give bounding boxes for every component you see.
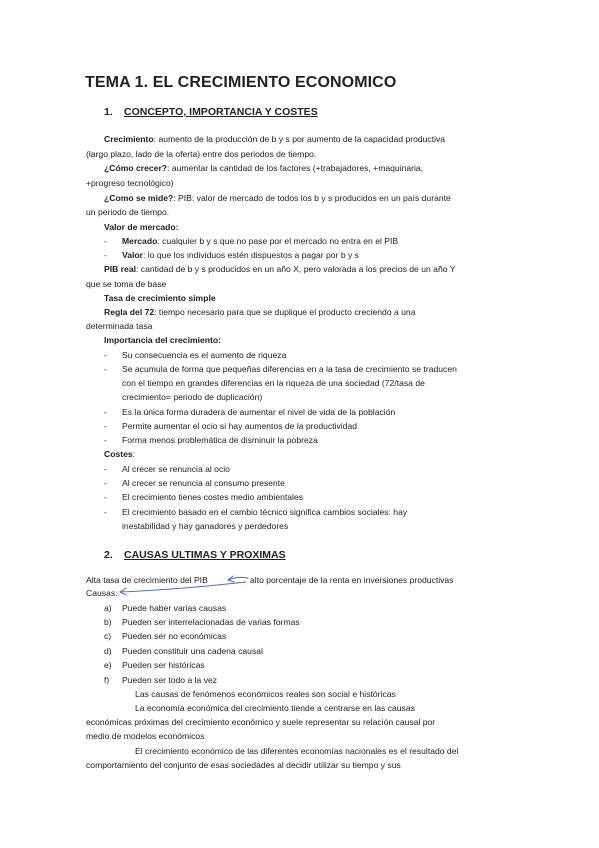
text-line: (largo plazo, lado de la oferta) entre dos periodos de tiempo. [86, 149, 317, 159]
valor-mercado-heading: Valor de mercado: [104, 222, 179, 232]
term: Crecimiento [104, 134, 154, 144]
list-item-continuation: crecimiento= periodo de duplicación) [122, 392, 263, 402]
bullet-dash: - [104, 407, 107, 417]
causas-label: Causas: [86, 588, 118, 598]
paragraph-line: La economía económica del crecimiento tiende a centrarse en las causas [135, 703, 415, 713]
list-item-continuation: inestabilidad y hay ganadores y perdedores [122, 521, 289, 531]
text-line: que se toma de base [86, 279, 167, 289]
list-item: Es la única forma duradera de aumentar el nivel de vida de la población [122, 407, 396, 417]
tasa-heading: Tasa de crecimiento simple [104, 293, 216, 303]
section-title: CONCEPTO, IMPORTANCIA Y COSTES [124, 106, 318, 118]
section-number: 1. [104, 106, 113, 118]
text-line: un periodo de tiempo. [86, 207, 170, 217]
definition: : lo que los individuos estén dispuestos a pagar por b y s [143, 250, 359, 260]
list-marker: a) [104, 603, 112, 613]
bullet-dash: - [104, 350, 107, 360]
term: Valor [122, 250, 144, 260]
bullet-dash: - [104, 478, 107, 488]
definition: : PIB: valor de mercado de todos los b y s producidos en un país durante [173, 193, 451, 203]
importancia-heading: Importancia del crecimiento: [104, 335, 222, 345]
list-item: Pueden ser históricas [122, 660, 205, 670]
list-item-continuation: con el tiempo en grandes diferencias en la riqueza de una sociedad (72/tasa de [122, 378, 425, 388]
page-title: TEMA 1. EL CRECIMIENTO ECONOMICO [85, 74, 397, 91]
term: PIB real [104, 264, 137, 274]
pib-line-left: Alta tasa de crecimiento del PIB [86, 575, 208, 585]
term: ¿Como se mide? [104, 193, 174, 203]
definition: : tiempo necesario para que se duplique el producto creciendo a una [154, 307, 416, 317]
list-marker: e) [104, 660, 112, 670]
text-line: determinada tasa [86, 321, 153, 331]
list-marker: c) [104, 631, 112, 641]
bullet-dash: - [104, 236, 107, 246]
term: Costes [104, 449, 133, 459]
term: Mercado [122, 236, 158, 246]
definition: : aumentar la cantidad de los factores (+trabajadores, +maquinaria, [167, 163, 424, 173]
text-line: +progreso tecnológico) [86, 178, 174, 188]
list-item: Pueden ser no económicas [122, 631, 227, 641]
definition: : aumento de la producción de b y s por aumento de la capacidad productiva [153, 134, 446, 144]
arrow-left-icon [120, 582, 246, 592]
list-marker: d) [104, 646, 112, 656]
definition: : cantidad de b y s producidos en un año X, pero valorada a los precios de un año Y [136, 264, 456, 274]
list-item: Pueden ser interrelacionadas de varias formas [122, 617, 300, 627]
list-item: Permite aumentar el ocio si hay aumentos de la productividad [122, 421, 358, 431]
list-item: El crecimiento basado en el cambio técnico significa cambios sociales: hay [122, 507, 408, 517]
bullet-dash: - [104, 492, 107, 502]
section-number: 2. [104, 549, 113, 561]
list-item: Forma menos problemática de disminuir la pobreza [122, 435, 318, 445]
list-item: Su consecuencia es el aumento de riqueza [122, 350, 287, 360]
section-title: CAUSAS ULTIMAS Y PROXIMAS [124, 549, 286, 561]
bullet-dash: - [104, 364, 107, 374]
list-item: Se acumula de forma que pequeñas diferencias en a la tasa de crecimiento se traducen [122, 364, 457, 374]
list-marker: f) [104, 675, 110, 685]
paragraph-line: económicas próximas del crecimiento económico y suele representar su relación causal por [86, 717, 436, 727]
list-item: Pueden ser todo a la vez [122, 675, 218, 685]
bullet-dash: - [104, 464, 107, 474]
term: ¿Cómo crecer? [104, 163, 168, 173]
list-item: Puede haber varias causas [122, 603, 227, 613]
pib-line-right: alto porcentaje de la renta en inversiones productivas [250, 575, 454, 585]
paragraph-line: comportamiento del conjunto de esas sociedades al decidir utilizar su tiempo y sus [86, 760, 401, 770]
paragraph-line: El crecimiento económico de las diferentes economías nacionales es el resultado del [135, 746, 459, 756]
bullet-dash: - [104, 507, 107, 517]
list-item: Al crecer se renuncia al consumo presente [122, 478, 285, 488]
paragraph-line: medio de modelos económicos [86, 731, 205, 741]
colon: : [132, 449, 136, 459]
list-item: El crecimiento tienes costes medio ambientales [122, 492, 304, 502]
list-item: Pueden constituir una cadena causal [122, 646, 263, 656]
list-item: Al crecer se renuncia al ocio [122, 464, 230, 474]
bullet-dash: - [104, 421, 107, 431]
term: Regla del 72 [104, 307, 155, 317]
bullet-dash: - [104, 250, 107, 260]
definition: : cualquier b y s que no pase por el mercado no entra en el PIB [157, 236, 399, 246]
bullet-dash: - [104, 435, 107, 445]
list-marker: b) [104, 617, 112, 627]
paragraph-line: Las causas de fenómenos económicos reales son social e históricas [135, 689, 396, 699]
